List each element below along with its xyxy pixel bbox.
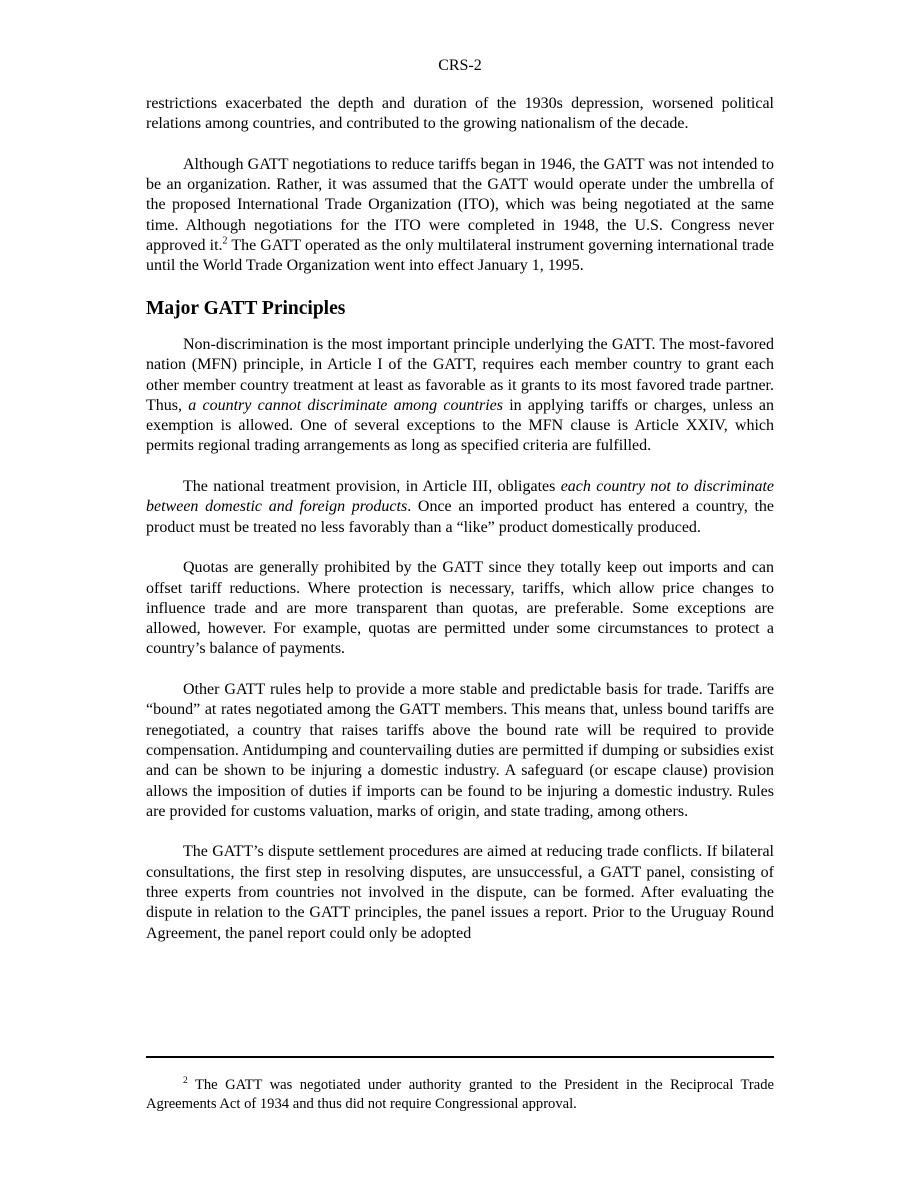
paragraph-text: The national treatment provision, in Article III, obligates <box>183 478 561 496</box>
footnote <box>146 1076 774 1114</box>
paragraph-text: in applying tariffs or charges, unless an exemption is allowed. One of several exceptions to the MFN clause is Article XXIV, which permits regional trading arrangements as long as specified criteria are fulfilled. <box>146 396 775 455</box>
footnote-marker: 2 <box>183 1076 188 1087</box>
footnote-text: The GATT was negotiated under authority granted to the President in the Reciprocal Trade Agreements Act of 1934 and thus did not require Congressional approval. <box>146 1077 774 1112</box>
emphasis-text: each country not to discriminate between domestic and foreign products <box>146 478 774 516</box>
document-body <box>146 94 774 944</box>
paragraph-gatt-history <box>146 155 774 277</box>
paragraph-national-treatment <box>146 477 774 538</box>
section-heading: Major GATT Principles <box>146 297 346 319</box>
paragraph-dispute-settlement: The GATT’s dispute settlement procedures are aimed at reducing trade conflicts. If bilateral consultations, the first step in resolving disputes, are unsuccessful, a GATT panel, consisting of three experts from countries not involved in the dispute, can be formed. After evaluating the dispute in relation to the GATT principles, the panel issues a report. Prior to the Uruguay Round Agreement, the panel report could only be adopted <box>146 843 774 942</box>
paragraph-text: Although GATT negotiations to reduce tariffs began in 1946, the GATT was not intended to be an organization. Rather, it was assumed that the GATT would operate under the umbrella of the proposed International Trade Organization (ITO), which was being negotiated at the same time. Although negotiations for the ITO were completed in 1948, the U.S. Congress never approved it. <box>146 155 774 255</box>
paragraph-text: Non-discrimination is the most important principle underlying the GATT. The most-favored nation (MFN) principle, in Article I of the GATT, requires each member country to grant each other member country treatment at least as favorable as it grants to its most favored trade partner. Thus, <box>146 335 774 414</box>
page-header: CRS-2 <box>438 57 482 74</box>
paragraph-text: . Once an imported product has entered a country, the product must be treated no less favorably than a “like” product domestically produced. <box>146 498 775 536</box>
paragraph-quotas: Quotas are generally prohibited by the GATT since they totally keep out imports and can offset tariff reductions. Where protection is necessary, tariffs, which allow price changes to influence trade and are more transparent than quotas, are preferable. Some exceptions are allowed, however. For example, quotas are permitted under some circumstances to protect a country’s balance of payments. <box>146 559 774 658</box>
footnote-divider <box>146 1056 774 1058</box>
paragraph-intro-continuation: restrictions exacerbated the depth and duration of the 1930s depression, worsened political relations among countries, and contributed to the growing nationalism of the decade. <box>146 95 774 133</box>
footnote-reference[interactable]: 2 <box>222 235 228 247</box>
emphasis-text: a country cannot discriminate among countries <box>188 396 503 414</box>
paragraph-non-discrimination <box>146 335 774 457</box>
paragraph-text: The GATT operated as the only multilateral instrument governing international trade until the World Trade Organization went into effect January 1, 1995. <box>146 237 774 275</box>
paragraph-other-rules: Other GATT rules help to provide a more stable and predictable basis for trade. Tariffs are “bound” at rates negotiated among the GATT members. This means that, unless bound tariffs are renegotiated, a country that raises tariffs above the bound rate will be required to provide compensation. Antidumping and countervailing duties are permitted if dumping or subsidies exist and can be shown to be injuring a domestic industry. A safeguard (or escape clause) provision allows the imposition of duties if imports can be found to be injuring a domestic industry. Rules are provided for customs valuation, marks of origin, and state trading, among others. <box>146 681 774 820</box>
